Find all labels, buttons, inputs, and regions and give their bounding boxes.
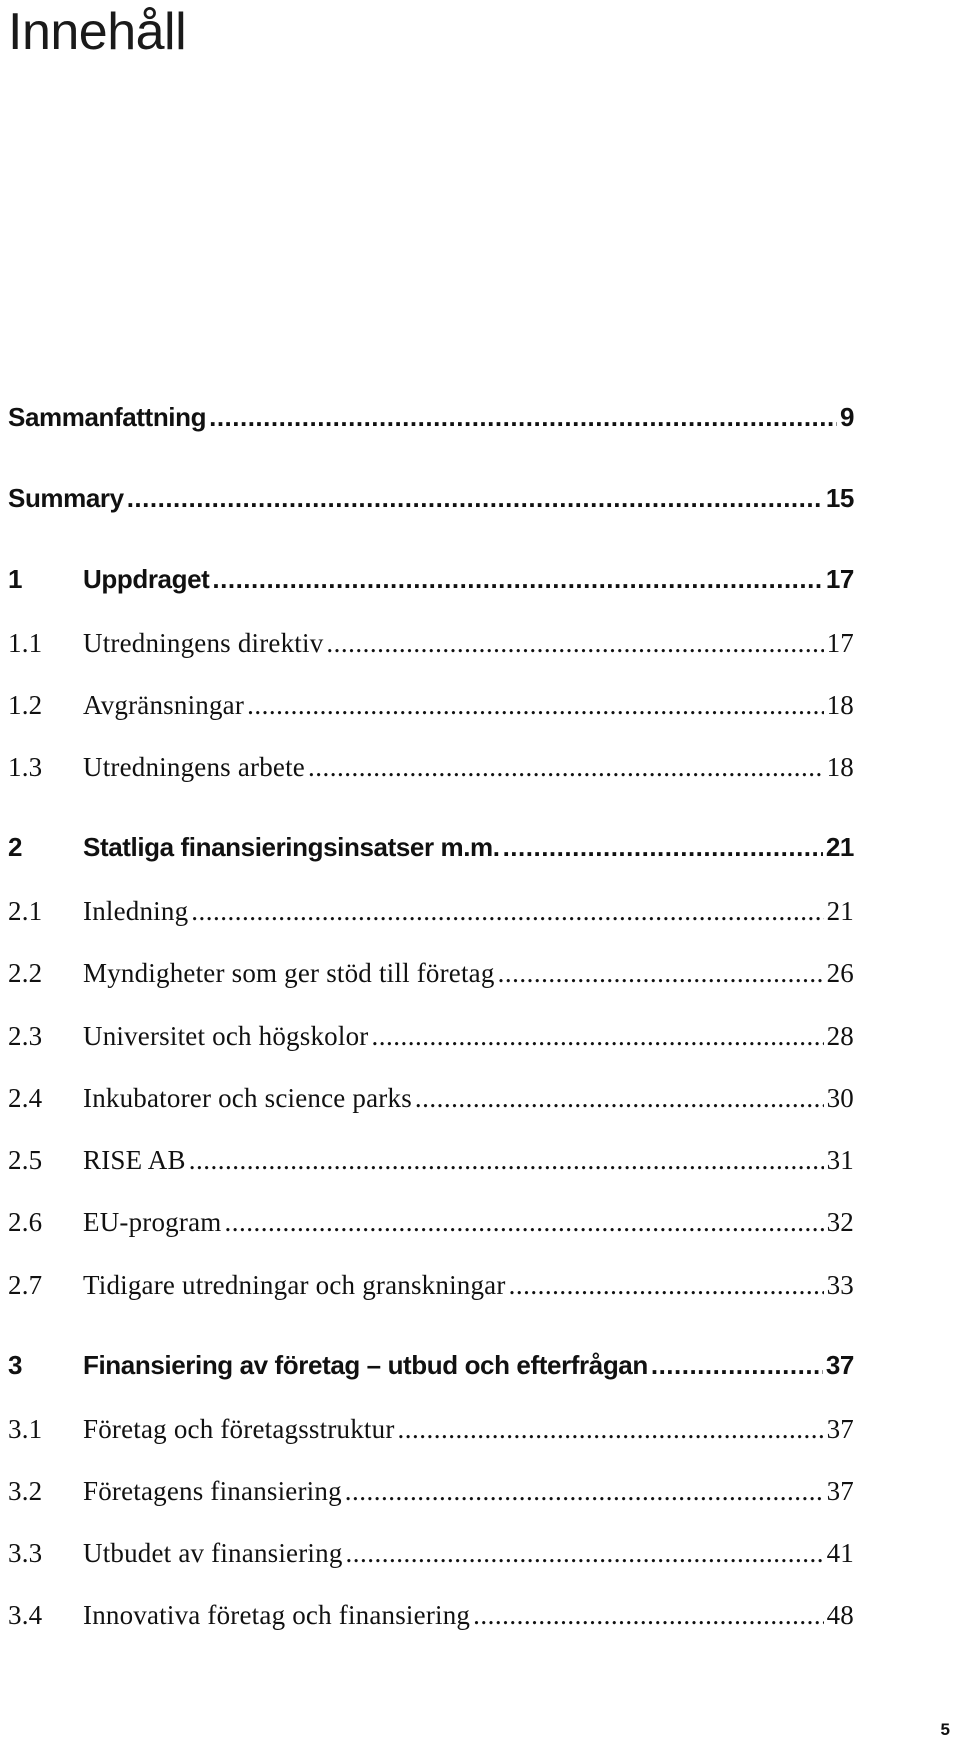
toc-entry-label: Innovativa företag och finansiering <box>83 1600 471 1630</box>
toc-leader-dots <box>345 1476 824 1507</box>
toc-entry-page: 17 <box>825 564 854 594</box>
toc-entry-page: 48 <box>826 1600 854 1630</box>
toc-entry-1-1[interactable] <box>8 628 854 668</box>
toc-leader-dots <box>247 690 824 721</box>
toc-entry-label: Utbudet av finansiering <box>83 1538 343 1568</box>
toc-entry-chapter-1[interactable] <box>8 564 854 604</box>
toc-entry-label: Inkubatorer och science parks <box>83 1083 412 1113</box>
toc-leader-dots <box>224 1207 823 1238</box>
toc-entry-number: 1 <box>8 564 23 594</box>
toc-entry-label: Uppdraget <box>83 564 210 594</box>
toc-leader-dots <box>509 1270 824 1301</box>
toc-entry-number: 2.3 <box>8 1021 43 1051</box>
toc-leader-dots <box>415 1083 824 1114</box>
toc-entry-label: Universitet och högskolor <box>83 1021 369 1051</box>
toc-entry-3-1[interactable] <box>8 1414 854 1454</box>
toc-entry-label: Företag och företagsstruktur <box>83 1414 395 1444</box>
page-title: Innehåll <box>8 3 187 61</box>
toc-entry-label: Summary <box>8 483 124 513</box>
toc-leader-dots <box>189 1145 824 1176</box>
toc-entry-1-3[interactable] <box>8 752 854 792</box>
toc-entry-page: 32 <box>826 1207 854 1237</box>
toc-entry-page: 26 <box>826 958 854 988</box>
toc-entry-3-3[interactable] <box>8 1538 854 1578</box>
toc-leader-dots <box>503 832 823 863</box>
toc-entry-number: 2.6 <box>8 1207 43 1237</box>
toc-entry-sammanfattning[interactable] <box>8 402 854 442</box>
toc-entry-label: Sammanfattning <box>8 402 207 432</box>
toc-entry-label: Utredningens arbete <box>83 752 305 782</box>
toc-entry-number: 2.2 <box>8 958 43 988</box>
toc-entry-number: 3.3 <box>8 1538 43 1568</box>
toc-leader-dots <box>326 628 823 659</box>
toc-entry-2-6[interactable] <box>8 1207 854 1247</box>
toc-entry-chapter-2[interactable] <box>8 832 854 872</box>
toc-leader-dots <box>473 1600 823 1631</box>
page-number: 5 <box>940 1720 950 1739</box>
toc-entry-label: RISE AB <box>83 1145 186 1175</box>
toc-leader-dots <box>371 1021 823 1052</box>
toc-leader-dots <box>308 752 824 783</box>
toc-leader-dots <box>498 958 824 989</box>
toc-entry-3-2[interactable] <box>8 1476 854 1516</box>
toc-entry-number: 1.2 <box>8 690 43 720</box>
toc-leader-dots <box>212 564 822 595</box>
toc-entry-number: 3.1 <box>8 1414 43 1444</box>
toc-entry-1-2[interactable] <box>8 690 854 730</box>
toc-entry-number: 3.4 <box>8 1600 43 1630</box>
toc-leader-dots <box>127 483 823 514</box>
toc-entry-2-3[interactable] <box>8 1021 854 1061</box>
toc-entry-page: 17 <box>826 628 854 658</box>
toc-leader-dots <box>651 1350 823 1381</box>
toc-entry-page: 30 <box>826 1083 854 1113</box>
toc-entry-label: Tidigare utredningar och granskningar <box>83 1270 506 1300</box>
toc-entry-label: Företagens finansiering <box>83 1476 342 1506</box>
toc-entry-2-7[interactable] <box>8 1270 854 1310</box>
toc-entry-page: 37 <box>825 1350 854 1380</box>
toc-entry-2-1[interactable] <box>8 896 854 936</box>
toc-entry-label: Statliga finansieringsinsatser m.m. <box>83 832 500 862</box>
toc-entry-label: Utredningens direktiv <box>83 628 324 658</box>
toc-entry-label: Myndigheter som ger stöd till företag <box>83 958 495 988</box>
toc-entry-page: 18 <box>826 752 854 782</box>
toc-entry-label: Avgränsningar <box>83 690 245 720</box>
toc-entry-2-4[interactable] <box>8 1083 854 1123</box>
toc-entry-page: 21 <box>826 896 854 926</box>
toc-entry-3-4[interactable] <box>8 1600 854 1640</box>
toc-leader-dots <box>191 896 823 927</box>
toc-entry-page: 31 <box>826 1145 854 1175</box>
toc-entry-page: 9 <box>839 402 854 432</box>
toc-entry-number: 3 <box>8 1350 23 1380</box>
toc-entry-page: 21 <box>825 832 854 862</box>
toc-entry-number: 1.1 <box>8 628 43 658</box>
toc-entry-page: 37 <box>826 1476 854 1506</box>
toc-leader-dots <box>209 402 837 433</box>
toc-entry-2-2[interactable] <box>8 958 854 998</box>
toc-entry-label: Inledning <box>83 896 189 926</box>
toc-entry-2-5[interactable] <box>8 1145 854 1185</box>
toc-entry-summary[interactable] <box>8 483 854 523</box>
toc-entry-page: 28 <box>826 1021 854 1051</box>
toc-leader-dots <box>398 1414 824 1445</box>
toc-entry-number: 2.1 <box>8 896 43 926</box>
toc-entry-page: 18 <box>826 690 854 720</box>
toc-leader-dots <box>346 1538 824 1569</box>
toc-entry-label: EU-program <box>83 1207 222 1237</box>
toc-entry-number: 2.7 <box>8 1270 43 1300</box>
toc-entry-label: Finansiering av företag – utbud och efterfrågan <box>83 1350 648 1380</box>
toc-entry-number: 2.5 <box>8 1145 43 1175</box>
toc-entry-page: 41 <box>826 1538 854 1568</box>
toc-entry-number: 2.4 <box>8 1083 43 1113</box>
toc-entry-page: 33 <box>826 1270 854 1300</box>
toc-entry-page: 15 <box>825 483 854 513</box>
toc-entry-number: 3.2 <box>8 1476 43 1506</box>
toc-entry-number: 2 <box>8 832 23 862</box>
toc-entry-page: 37 <box>826 1414 854 1444</box>
toc-entry-chapter-3[interactable] <box>8 1350 854 1390</box>
toc-entry-number: 1.3 <box>8 752 43 782</box>
